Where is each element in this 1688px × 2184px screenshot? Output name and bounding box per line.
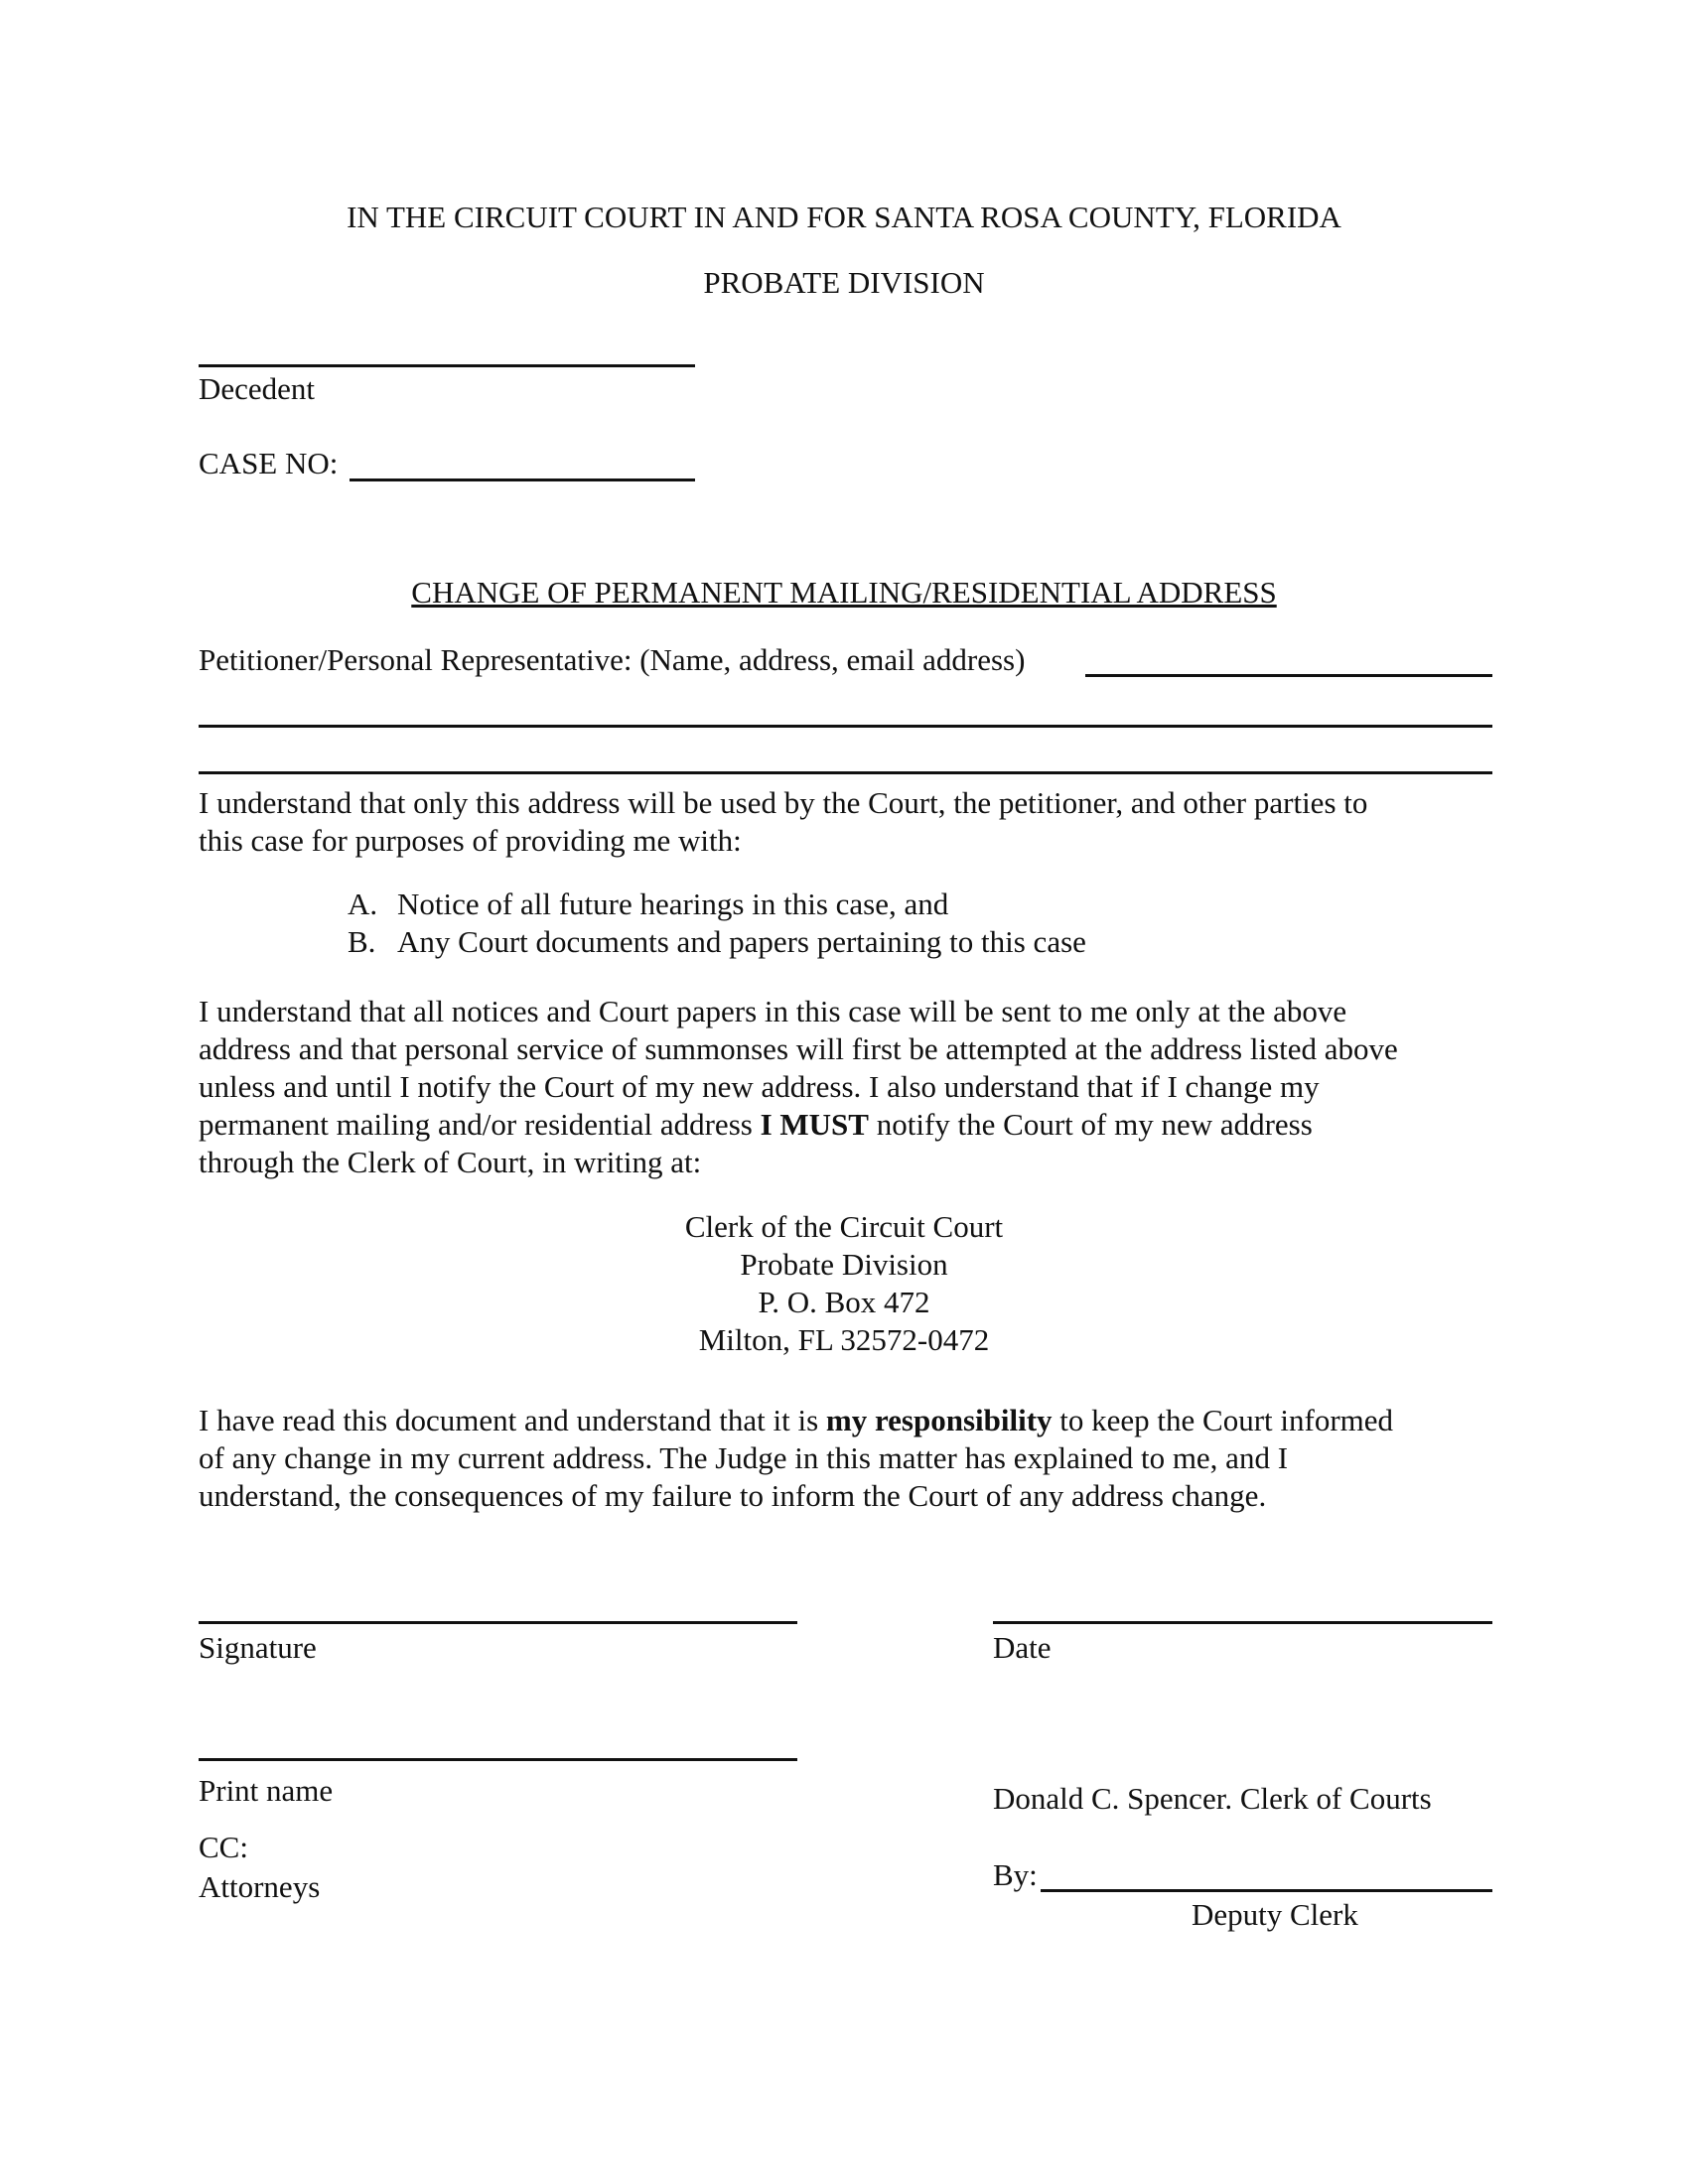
list-item-b bbox=[348, 923, 1086, 961]
decedent-line[interactable] bbox=[199, 364, 695, 367]
deputy-clerk-label: Deputy Clerk bbox=[1192, 1897, 1358, 1932]
petitioner-line-1[interactable] bbox=[1085, 674, 1492, 677]
court-heading: IN THE CIRCUIT COURT IN AND FOR SANTA ROSA COUNTY, FLORIDA bbox=[347, 200, 1341, 234]
title-wrap bbox=[0, 574, 1688, 612]
date-line[interactable] bbox=[993, 1621, 1492, 1624]
paragraph-2 bbox=[199, 993, 1499, 1181]
clerk-name: Donald C. Spencer. Clerk of Courts bbox=[993, 1781, 1432, 1816]
list-marker: B. bbox=[348, 924, 376, 959]
list-text: Any Court documents and papers pertaining to this case bbox=[397, 924, 1086, 959]
paragraph-3-text-1: I have read this document and understand that it is bbox=[199, 1403, 826, 1437]
clerk-address-line: Milton, FL 32572-0472 bbox=[698, 1322, 990, 1357]
petitioner-line-2[interactable] bbox=[199, 725, 1492, 728]
paragraph-2-text-2: notify the Court of my new address through the Clerk of Court, in writing at: bbox=[199, 1107, 1313, 1179]
paragraph-3 bbox=[199, 1402, 1499, 1515]
paragraph-2-text-1: I understand that all notices and Court papers in this case will be sent to me only at the above address and that personal service of summonses will first be attempted at the address listed above unless and until I notify the Court of my new address. I also understand that if I change my permanent mailing and/or residential address bbox=[199, 994, 1398, 1142]
case-no-label: CASE NO: bbox=[199, 446, 339, 480]
cc-value: Attorneys bbox=[199, 1869, 321, 1904]
clerk-address-line: Probate Division bbox=[740, 1247, 948, 1282]
petitioner-label: Petitioner/Personal Representative: (Name, address, email address) bbox=[199, 642, 1026, 677]
paragraph-1: I understand that only this address will be used by the Court, the petitioner, and other parties to this case for purposes of providing me with: bbox=[199, 785, 1368, 858]
signature-label: Signature bbox=[199, 1630, 317, 1665]
by-label: By: bbox=[993, 1857, 1038, 1892]
list-text: Notice of all future hearings in this case, and bbox=[397, 887, 949, 921]
decedent-label: Decedent bbox=[199, 371, 316, 406]
cc-label: CC: bbox=[199, 1830, 248, 1864]
print-name-line[interactable] bbox=[199, 1758, 797, 1761]
date-label: Date bbox=[993, 1630, 1052, 1665]
list-marker: A. bbox=[348, 887, 378, 921]
paragraph-3-text-2: to keep the Court informed of any change in my current address. The Judge in this matter has explained to me, and I understand, the consequences of my failure to inform the Court of any address change. bbox=[199, 1403, 1394, 1513]
petitioner-line-3[interactable] bbox=[199, 771, 1492, 774]
form-title: CHANGE OF PERMANENT MAILING/RESIDENTIAL ADDRESS bbox=[411, 575, 1277, 610]
paragraph-3-bold: my responsibility bbox=[825, 1403, 1053, 1437]
list-item-a bbox=[348, 886, 948, 923]
print-name-label: Print name bbox=[199, 1773, 334, 1808]
case-no-line[interactable] bbox=[350, 478, 695, 481]
paragraph-2-bold: I MUST bbox=[760, 1107, 869, 1142]
by-line[interactable] bbox=[1041, 1889, 1492, 1892]
signature-line[interactable] bbox=[199, 1621, 797, 1624]
clerk-address-line: P. O. Box 472 bbox=[758, 1285, 930, 1319]
clerk-address-line: Clerk of the Circuit Court bbox=[684, 1209, 1004, 1244]
division-heading: PROBATE DIVISION bbox=[703, 265, 985, 300]
